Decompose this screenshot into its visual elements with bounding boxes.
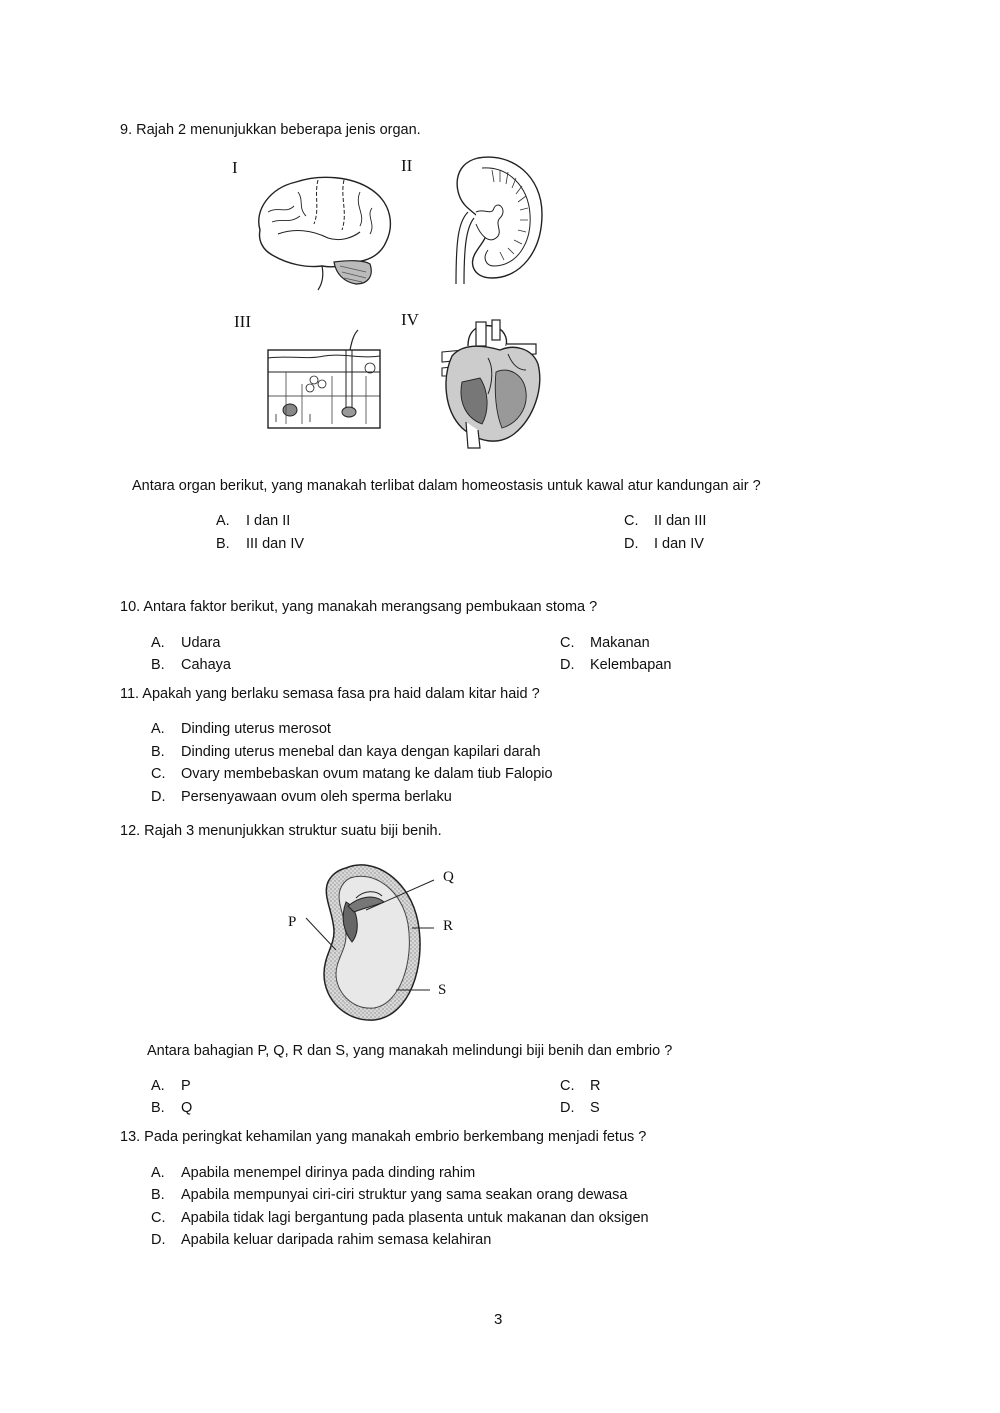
q11-option-d-letter: D.: [151, 789, 166, 805]
q10-option-c-letter: C.: [560, 635, 575, 651]
q9-question: Antara organ berikut, yang manakah terlibat dalam homeostasis untuk kawal atur kandungan air ?: [132, 478, 761, 494]
q13-option-c-letter: C.: [151, 1210, 166, 1226]
q10-option-a-letter: A.: [151, 635, 165, 651]
kidney-illustration: [438, 152, 548, 284]
q11-option-c-letter: C.: [151, 766, 166, 782]
q10-option-c-text: Makanan: [590, 635, 650, 651]
q9-option-c-text: II dan III: [654, 513, 707, 529]
seed-label-q: Q: [443, 869, 454, 885]
q10-option-d-letter: D.: [560, 657, 575, 673]
q11-option-a-text: Dinding uterus merosot: [181, 721, 331, 737]
q9-option-b-text: III dan IV: [246, 536, 305, 552]
q12-stem: 12. Rajah 3 menunjukkan struktur suatu biji benih.: [120, 823, 442, 839]
q13-option-d-letter: D.: [151, 1232, 166, 1248]
brain-illustration: [248, 172, 398, 292]
q13-option-d-text: Apabila keluar daripada rahim semasa kelahiran: [181, 1232, 492, 1248]
q12-option-c-text: R: [590, 1078, 601, 1094]
figure-label-i: I: [232, 158, 238, 177]
figure-label-ii: II: [401, 156, 413, 175]
seed-label-s: S: [438, 982, 447, 998]
figure-label-iv: IV: [401, 310, 419, 329]
q12-option-d-letter: D.: [560, 1100, 575, 1116]
q12-option-a-text: P: [181, 1078, 191, 1094]
q9-option-d-text: I dan IV: [654, 536, 704, 552]
q12-option-c-letter: C.: [560, 1078, 575, 1094]
q11-option-a-letter: A.: [151, 721, 165, 737]
skin-section-illustration: [266, 328, 382, 430]
q12-question: Antara bahagian P, Q, R dan S, yang manakah melindungi biji benih dan embrio ?: [147, 1043, 673, 1059]
q9-stem: 9. Rajah 2 menunjukkan beberapa jenis organ.: [120, 122, 421, 138]
q13-option-b-text: Apabila mempunyai ciri-ciri struktur yang sama seakan orang dewasa: [181, 1187, 628, 1203]
q10-option-d-text: Kelembapan: [590, 657, 672, 673]
heart-illustration: [438, 318, 550, 452]
q10-option-b-text: Cahaya: [181, 657, 231, 673]
q13-option-c-text: Apabila tidak lagi bergantung pada plasenta untuk makanan dan oksigen: [181, 1210, 649, 1226]
q13-option-b-letter: B.: [151, 1187, 165, 1203]
q13-option-a-letter: A.: [151, 1165, 165, 1181]
page-number: 3: [494, 1311, 503, 1328]
q9-option-c-letter: C.: [624, 513, 639, 529]
q9-option-a-text: I dan II: [246, 513, 291, 529]
q10-option-b-letter: B.: [151, 657, 165, 673]
q9-option-a-letter: A.: [216, 513, 230, 529]
seed-label-p: P: [288, 914, 297, 930]
q11-option-d-text: Persenyawaan ovum oleh sperma berlaku: [181, 789, 452, 805]
q11-option-c-text: Ovary membebaskan ovum matang ke dalam tiub Falopio: [181, 766, 553, 782]
q10-option-a-text: Udara: [181, 635, 221, 651]
figure-label-iii: III: [234, 312, 251, 331]
q12-option-b-letter: B.: [151, 1100, 165, 1116]
q12-option-b-text: Q: [181, 1100, 193, 1116]
q11-stem: 11. Apakah yang berlaku semasa fasa pra haid dalam kitar haid ?: [120, 686, 540, 702]
q13-stem: 13. Pada peringkat kehamilan yang manakah embrio berkembang menjadi fetus ?: [120, 1129, 647, 1145]
q10-stem: 10. Antara faktor berikut, yang manakah merangsang pembukaan stoma ?: [120, 599, 598, 615]
q11-option-b-letter: B.: [151, 744, 165, 760]
q11-option-b-text: Dinding uterus menebal dan kaya dengan kapilari darah: [181, 744, 541, 760]
q12-option-d-text: S: [590, 1100, 600, 1116]
q13-option-a-text: Apabila menempel dirinya pada dinding rahim: [181, 1165, 476, 1181]
q12-option-a-letter: A.: [151, 1078, 165, 1094]
q9-option-d-letter: D.: [624, 536, 639, 552]
q9-option-b-letter: B.: [216, 536, 230, 552]
seed-label-lines: [296, 870, 446, 1000]
seed-label-r: R: [443, 918, 454, 934]
